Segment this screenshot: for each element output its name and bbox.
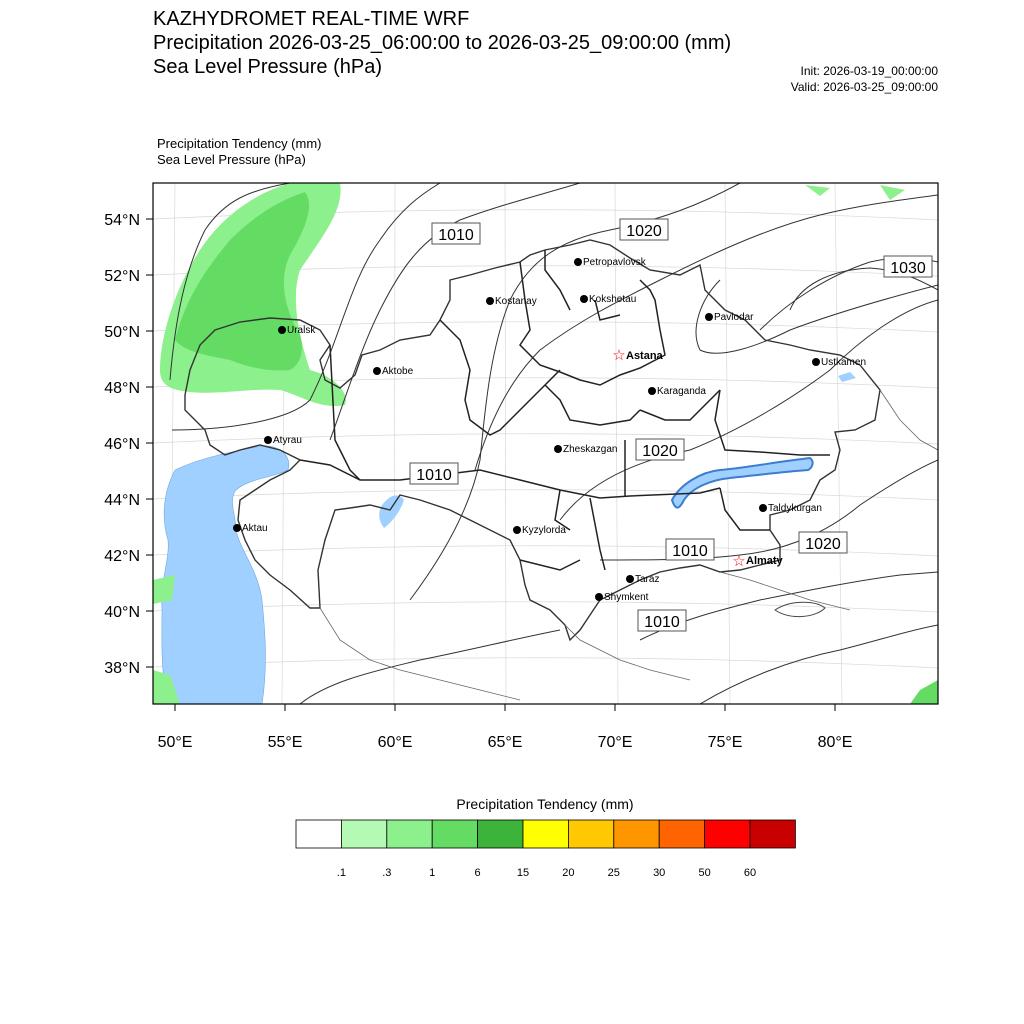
capital-star-icon: ☆ [732,553,746,570]
colorbar-tick-label: 20 [562,867,575,879]
colorbar-swatch [432,820,477,848]
lon-label: 50°E [157,734,193,751]
lon-label: 60°E [377,734,413,751]
lon-label: 65°E [487,734,523,751]
lat-label: 42°N [104,548,140,565]
plot-subtitle-precip: Precipitation Tendency (mm) [157,136,322,151]
colorbar-tick-label: 1 [429,867,436,879]
city-label: Shymkent [604,592,649,603]
lon-label: 75°E [707,734,743,751]
lat-label: 48°N [104,380,140,397]
plot-subtitle-slp: Sea Level Pressure (hPa) [157,152,306,167]
figure-subtitle-precip: Precipitation 2026-03-25_06:00:00 to 2026-03-25_09:00:00 (mm) [153,32,732,54]
isobar-label: 1010 [438,227,474,244]
colorbar-tick-label: 30 [653,867,666,879]
colorbar-swatch [478,820,523,848]
colorbar-tick-label: 6 [474,867,481,879]
city-label-capital: Almaty [746,555,783,567]
city-label: Taraz [635,574,660,585]
colorbar-tick-label: 15 [516,867,530,879]
lon-label: 80°E [817,734,853,751]
lon-label: 55°E [267,734,303,751]
colorbar-swatch [659,820,704,848]
map-area [153,183,938,704]
colorbar-swatch [523,820,568,848]
isobar-label: 1010 [644,614,680,631]
lat-label: 50°N [104,324,140,341]
colorbar-tick-label: 25 [607,867,620,879]
city-label: Pavlodar [714,312,754,323]
isobar-label: 1030 [890,260,926,277]
colorbar-swatch [341,820,386,848]
city-label: Aktau [242,523,268,534]
city-label: Taldykurgan [768,503,822,514]
lon-label: 70°E [597,734,633,751]
colorbar-tick-label: .3 [382,867,392,879]
city-label: Kostanay [495,296,537,307]
colorbar-swatch [705,820,750,848]
colorbar-swatch [568,820,613,848]
lat-label: 44°N [104,492,140,509]
valid-time: Valid: 2026-03-25_09:00:00 [790,80,938,94]
colorbar-tick-label: 60 [743,867,757,879]
lat-label: 52°N [104,268,140,285]
isobar-label: 1020 [626,223,662,240]
city-label: Kokshetau [589,294,637,305]
city-label: Aktobe [382,366,414,377]
lat-label: 40°N [104,604,140,621]
isobar-label: 1010 [672,543,708,560]
capital-star-icon: ☆ [612,347,626,364]
colorbar-swatch [296,820,341,848]
init-time: Init: 2026-03-19_00:00:00 [800,64,938,78]
lon-labels [158,734,853,751]
lat-labels [104,212,140,677]
lat-label: 38°N [104,660,140,677]
isobar-label: 1010 [416,467,452,484]
city-label: Uralsk [287,325,316,336]
city-label-capital: Astana [626,350,663,362]
city-label: Petropavlovsk [583,257,646,268]
colorbar-swatch [614,820,659,848]
city-label: Ustkamen [821,357,867,368]
figure-title: KAZHYDROMET REAL-TIME WRF [153,8,470,30]
city-label: Kyzylorda [522,525,566,536]
figure-subtitle-slp: Sea Level Pressure (hPa) [153,56,383,78]
city-label: Atyrau [273,435,302,446]
colorbar-title: Precipitation Tendency (mm) [456,796,634,812]
isobar-label: 1020 [642,443,678,460]
colorbar-tick-label: 50 [698,867,711,879]
isobar-label: 1020 [805,536,841,553]
city-label: Zheskazgan [563,444,618,455]
colorbar-swatch [387,820,432,848]
colorbar-swatch [750,820,795,848]
colorbar [296,820,795,848]
lat-label: 46°N [104,436,140,453]
city-label: Karaganda [657,386,706,397]
colorbar-tick-label: .1 [336,867,346,879]
lat-label: 54°N [104,212,140,229]
